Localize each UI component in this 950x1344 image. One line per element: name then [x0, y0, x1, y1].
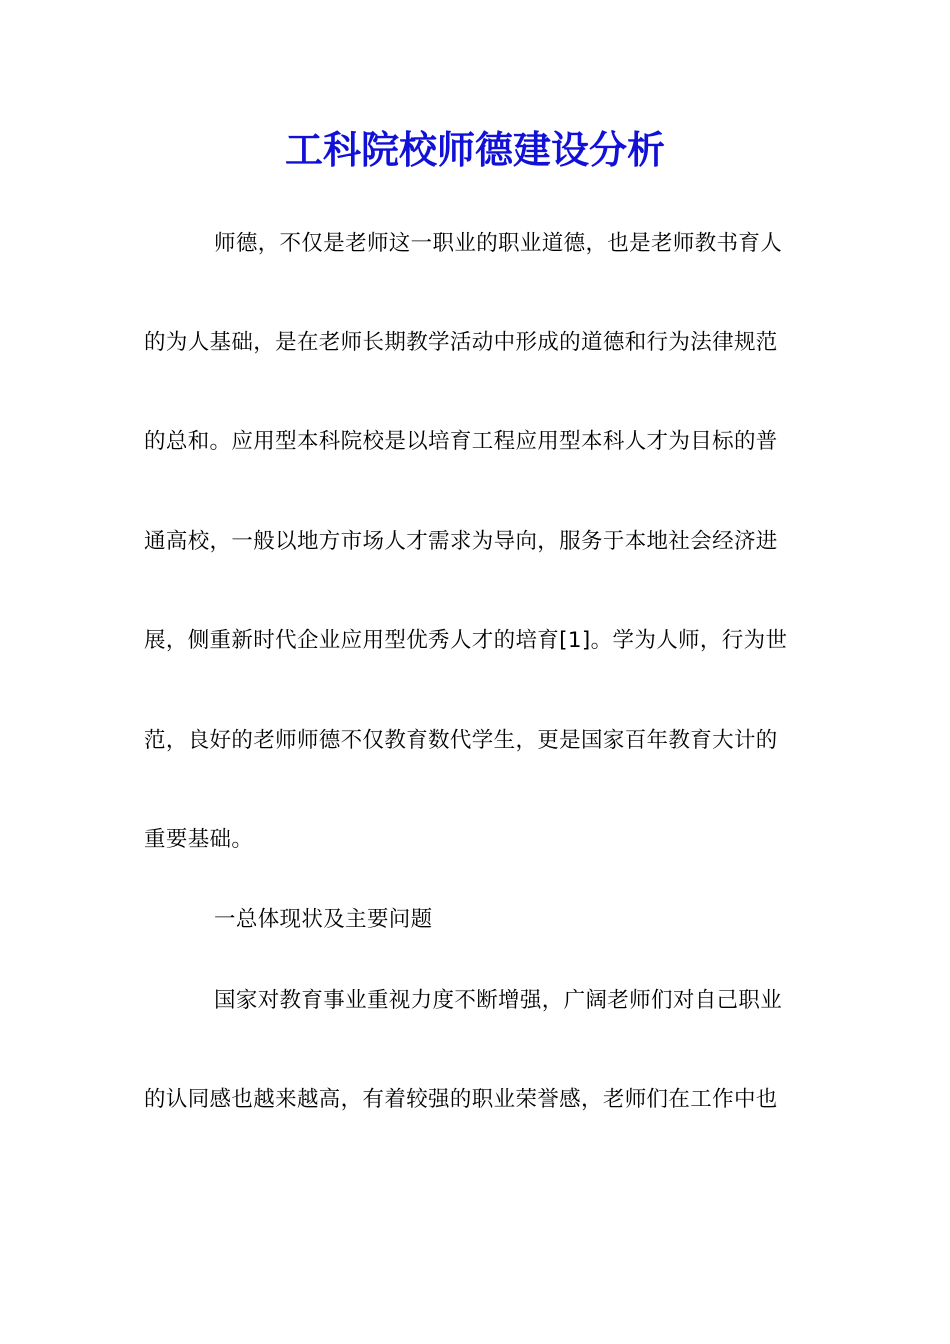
paragraph-line-8: 国家对教育事业重视力度不断增强，广阔老师们对自己职业 — [214, 988, 783, 1013]
paragraph-line-9: 的认同感也越来越高，有着较强的职业荣誉感，老师们在工作中也 — [144, 1087, 778, 1112]
paragraph-line-6: 范，良好的老师师德不仅教育数代学生，更是国家百年教育大计的 — [144, 728, 778, 753]
paragraph-line-4: 通高校，一般以地方市场人才需求为导向，服务于本地社会经济进 — [144, 529, 778, 554]
paragraph-line-7: 重要基础。 — [144, 827, 254, 852]
paragraph-line-5: 展，侧重新时代企业应用型优秀人才的培育[1]。学为人师，行为世 — [144, 628, 788, 653]
paragraph-line-1: 师德，不仅是老师这一职业的职业道德，也是老师教书育人 — [214, 231, 783, 256]
paragraph-line-3: 的总和。应用型本科院校是以培育工程应用型本科人才为目标的普 — [144, 429, 778, 454]
section-heading: 一总体现状及主要问题 — [214, 907, 433, 932]
document-title: 工科院校师德建设分析 — [284, 127, 665, 172]
paragraph-line-2: 的为人基础，是在老师长期教学活动中形成的道德和行为法律规范 — [144, 330, 778, 355]
